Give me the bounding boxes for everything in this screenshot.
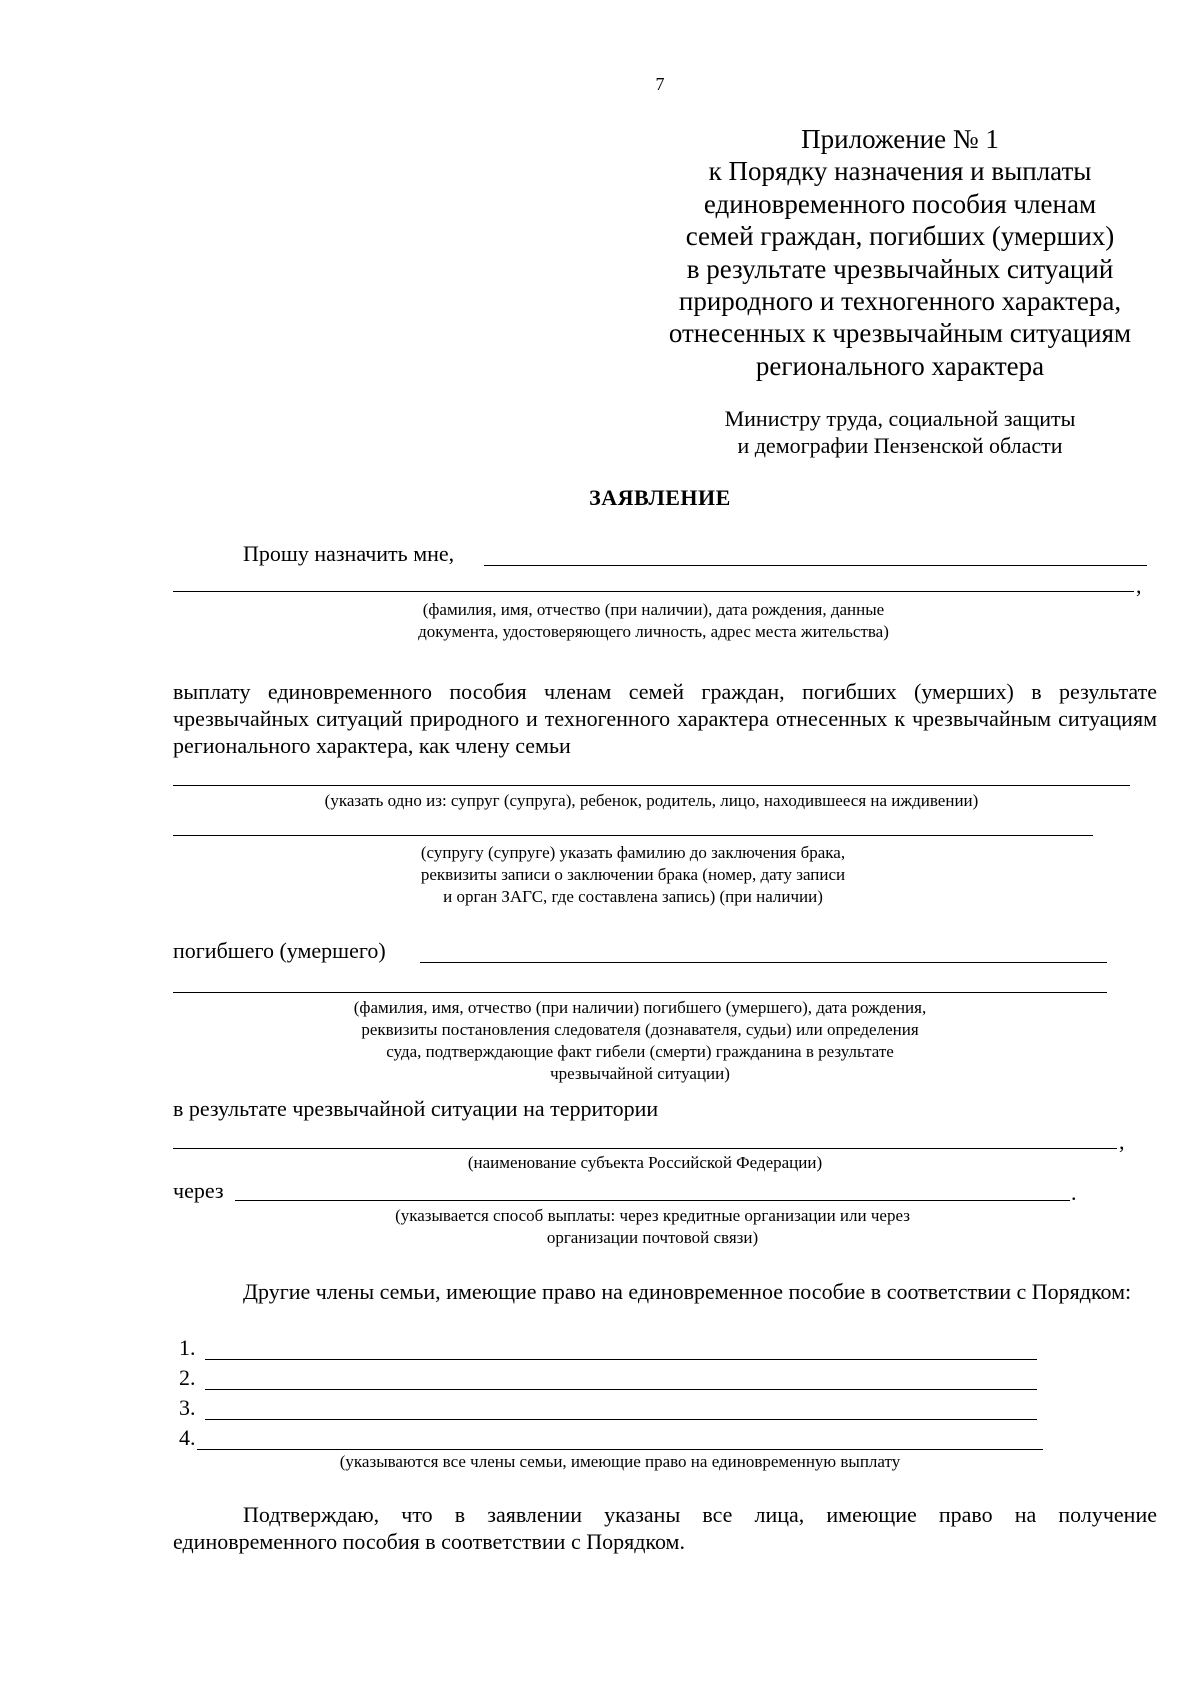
appendix-line: Приложение № 1 [801, 124, 999, 154]
others-paragraph-text: Другие члены семьи, имеющие право на единовременное пособие в соответствии с Порядком: [243, 1279, 1132, 1304]
member-number: 1. [179, 1335, 196, 1360]
page-number: 7 [655, 74, 665, 94]
deceased-hint-line: чрезвычайной ситуации) [550, 1064, 730, 1083]
applicant-hint-line: документа, удостоверяющего личность, адрес места жительства) [418, 622, 889, 641]
territory-hint: (наименование субъекта Российской Федерации) [467, 1153, 823, 1172]
member-line-3[interactable] [205, 1419, 1037, 1420]
member-number: 2. [179, 1365, 196, 1390]
appendix-line: единовременного пособия членам [703, 188, 1097, 219]
appendix-line: регионального характера [755, 350, 1045, 381]
confirmation-text: Подтверждаю, что в заявлении указаны все лица, имеющие право на получение единовременного пособия в соответствии с Порядком. [173, 1502, 1157, 1554]
applicant-hint-line: (фамилия, имя, отчество (при наличии), дата рождения, данные [422, 600, 885, 619]
appendix-line: природного и техногенного характера, [678, 286, 1122, 317]
member-number: 4. [179, 1425, 196, 1450]
applicant-line-1[interactable] [484, 565, 1147, 566]
deceased-line-1[interactable] [420, 962, 1107, 963]
deceased-lead: погибшего (умершего) [173, 938, 386, 963]
deceased-hint [173, 997, 1107, 1085]
appendix-line: к Порядку назначения и выплаты [708, 156, 1092, 187]
document-title: ЗАЯВЛЕНИЕ [589, 485, 731, 510]
spouse-hint-line: и орган ЗАГС, где составлена запись) (при наличии) [443, 887, 823, 906]
addressee [640, 405, 1160, 459]
appendix-header [640, 123, 1160, 382]
spouse-details-line[interactable] [173, 835, 1093, 836]
spouse-details-hint [173, 842, 1093, 908]
deceased-hint-line: реквизиты постановления следователя (дознавателя, судьи) или определения [361, 1020, 919, 1039]
payment-method-hint [235, 1205, 1070, 1249]
member-line-2[interactable] [205, 1389, 1037, 1390]
territory-line[interactable] [173, 1148, 1117, 1149]
appendix-line: в результате чрезвычайных ситуаций [686, 253, 1114, 284]
payment-method-hint-line: (указывается способ выплаты: через кредитные организации или через [395, 1206, 910, 1225]
request-comma: , [1136, 573, 1142, 598]
applicant-line-2[interactable] [173, 591, 1134, 592]
via-lead: через [173, 1178, 224, 1203]
payment-paragraph-text: выплату единовременного пособия членам семей граждан, погибших (умерших) в результате чрезвычайных ситуаций природного и техногенного характера отнесенных к чрезвычайным ситуациям регионального характера, как члену семьи [173, 679, 1157, 758]
members-hint: (указываются все члены семьи, имеющие право на единовременную выплату [339, 1452, 901, 1471]
deceased-hint-line: суда, подтверждающие факт гибели (смерти) гражданина в результате [386, 1042, 894, 1061]
payment-method-hint-line: организации почтовой связи) [546, 1228, 759, 1247]
member-line-4[interactable] [197, 1449, 1043, 1450]
spouse-hint-line: реквизиты записи о заключении брака (номер, дату записи [420, 865, 846, 884]
via-period: . [1071, 1180, 1077, 1205]
deceased-line-2[interactable] [173, 992, 1107, 993]
payment-method-line[interactable] [235, 1200, 1070, 1201]
member-number: 3. [179, 1395, 196, 1420]
confirmation-paragraph [173, 1501, 1157, 1555]
applicant-hint [173, 599, 1134, 643]
request-lead: Прошу назначить мне, [243, 541, 455, 566]
addressee-line: и демографии Пензенской области [737, 433, 1063, 458]
others-paragraph [173, 1278, 1157, 1305]
addressee-line: Министру труда, социальной защиты [724, 406, 1076, 431]
appendix-line: семей граждан, погибших (умерших) [685, 221, 1115, 252]
relation-line[interactable] [173, 785, 1130, 786]
relation-hint: (указать одно из: супруг (супруга), ребенок, родитель, лицо, находившееся на иждивении) [324, 791, 979, 810]
territory-comma: , [1119, 1129, 1125, 1154]
member-line-1[interactable] [205, 1359, 1037, 1360]
territory-lead: в результате чрезвычайной ситуации на территории [173, 1096, 659, 1121]
payment-paragraph [173, 678, 1157, 759]
appendix-line: отнесенных к чрезвычайным ситуациям [668, 318, 1132, 349]
spouse-hint-line: (супругу (супруге) указать фамилию до заключения брака, [420, 843, 846, 862]
deceased-hint-line: (фамилия, имя, отчество (при наличии) погибшего (умершего), дата рождения, [353, 998, 927, 1017]
